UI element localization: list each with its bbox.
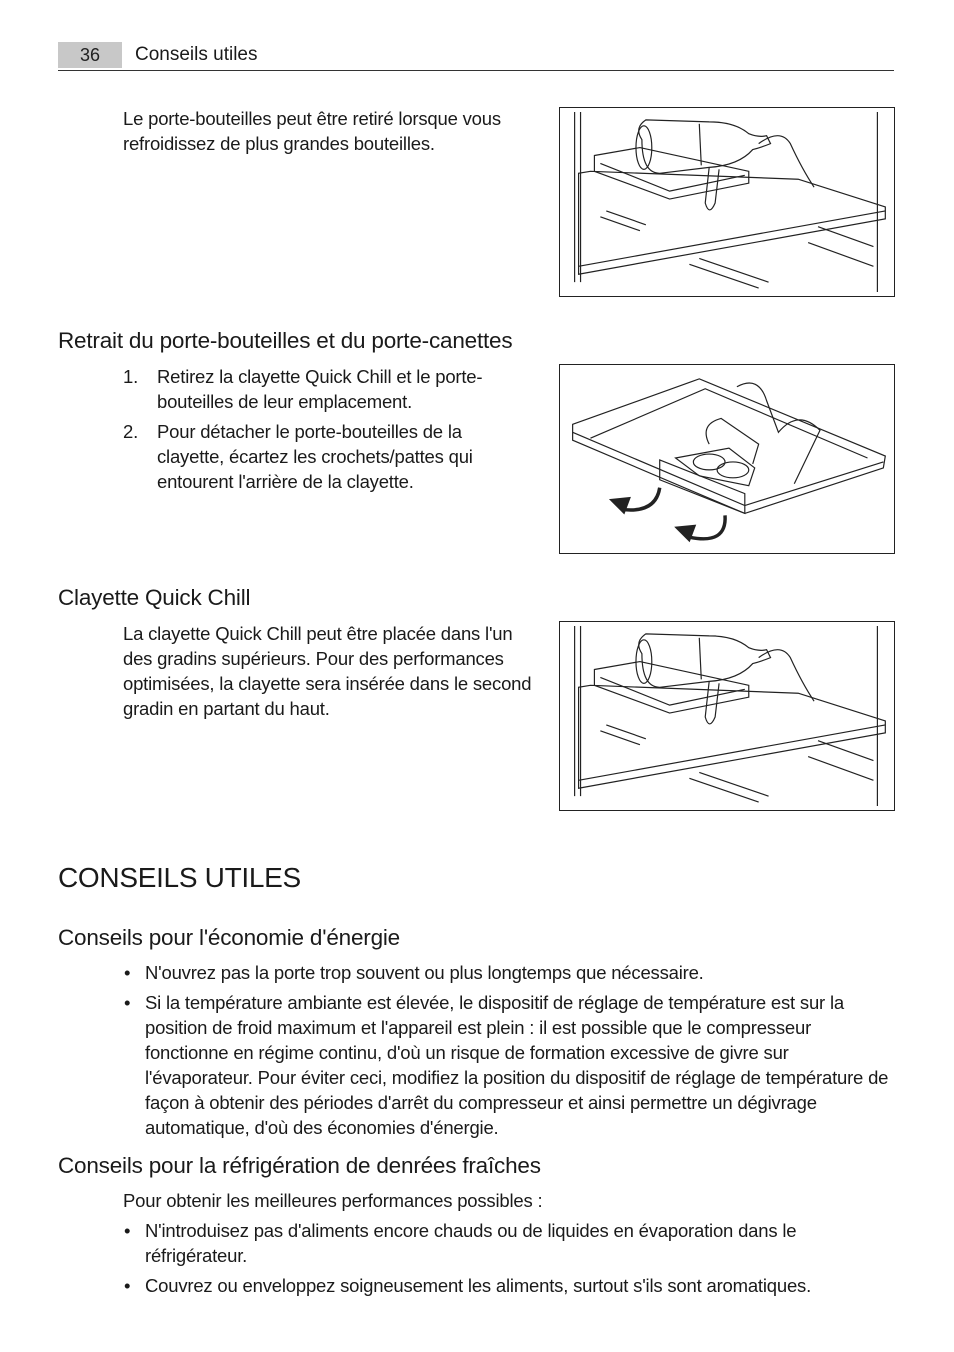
intro-paragraph: Le porte-bouteilles peut être retiré lorsque vous refroidissez de plus grandes bouteilles. — [123, 108, 501, 154]
removal-steps — [123, 364, 523, 499]
detach-bottle-rack-illustration — [559, 364, 895, 554]
quick-chill-shelf-illustration — [559, 621, 895, 811]
energy-tips-list — [123, 960, 897, 1145]
quick-chill-paragraph: La clayette Quick Chill peut être placée dans l'un des gradins supérieurs. Pour des performances optimisées, la clayette sera insérée dans le second gradin en partant du haut. — [123, 623, 532, 719]
list-item: • N'introduisez pas d'aliments encore chauds ou de liquides en évaporation dans le réfrigérateur. — [124, 1220, 797, 1266]
chapter-title: CONSEILS UTILES — [58, 862, 301, 893]
list-item: • Si la température ambiante est élevée, le dispositif de réglage de température est sur la position de froid maximum et l'appareil est plein : il est possible que le compresseur fonctionne en régime continu, d'où un risque de formation excessive de givre sur l'évaporateur. Pour éviter ceci, modifiez la position du dispositif de réglage de température de façon à obtenir des périodes d'arrêt du compresseur et ainsi permettre un dégivrage automatique, d'où des économies d'énergie. — [124, 992, 889, 1138]
fresh-food-intro: Pour obtenir les meilleures performances possibles : — [123, 1190, 543, 1211]
section-heading-removal: Retrait du porte-bouteilles et du porte-canettes — [58, 328, 513, 353]
running-title: Conseils utiles — [135, 44, 258, 65]
section-heading-energy: Conseils pour l'économie d'énergie — [58, 925, 400, 950]
list-item: • N'ouvrez pas la porte trop souvent ou plus longtemps que nécessaire. — [124, 962, 704, 983]
page-number: 36 — [58, 42, 122, 68]
list-item: 1. Retirez la clayette Quick Chill et le porte-bouteilles de leur emplacement. — [123, 366, 483, 412]
fresh-food-tips-list — [123, 1218, 897, 1303]
section-heading-fresh-food: Conseils pour la réfrigération de denrées fraîches — [58, 1153, 541, 1178]
list-item: 2. Pour détacher le porte-bouteilles de la clayette, écartez les crochets/pattes qui entourent l'arrière de la clayette. — [123, 421, 473, 492]
list-item: • Couvrez ou enveloppez soigneusement les aliments, surtout s'ils sont aromatiques. — [124, 1275, 812, 1296]
section-heading-quick-chill: Clayette Quick Chill — [58, 585, 251, 610]
header-divider — [58, 70, 894, 71]
bottle-rack-shelf-illustration — [559, 107, 895, 297]
